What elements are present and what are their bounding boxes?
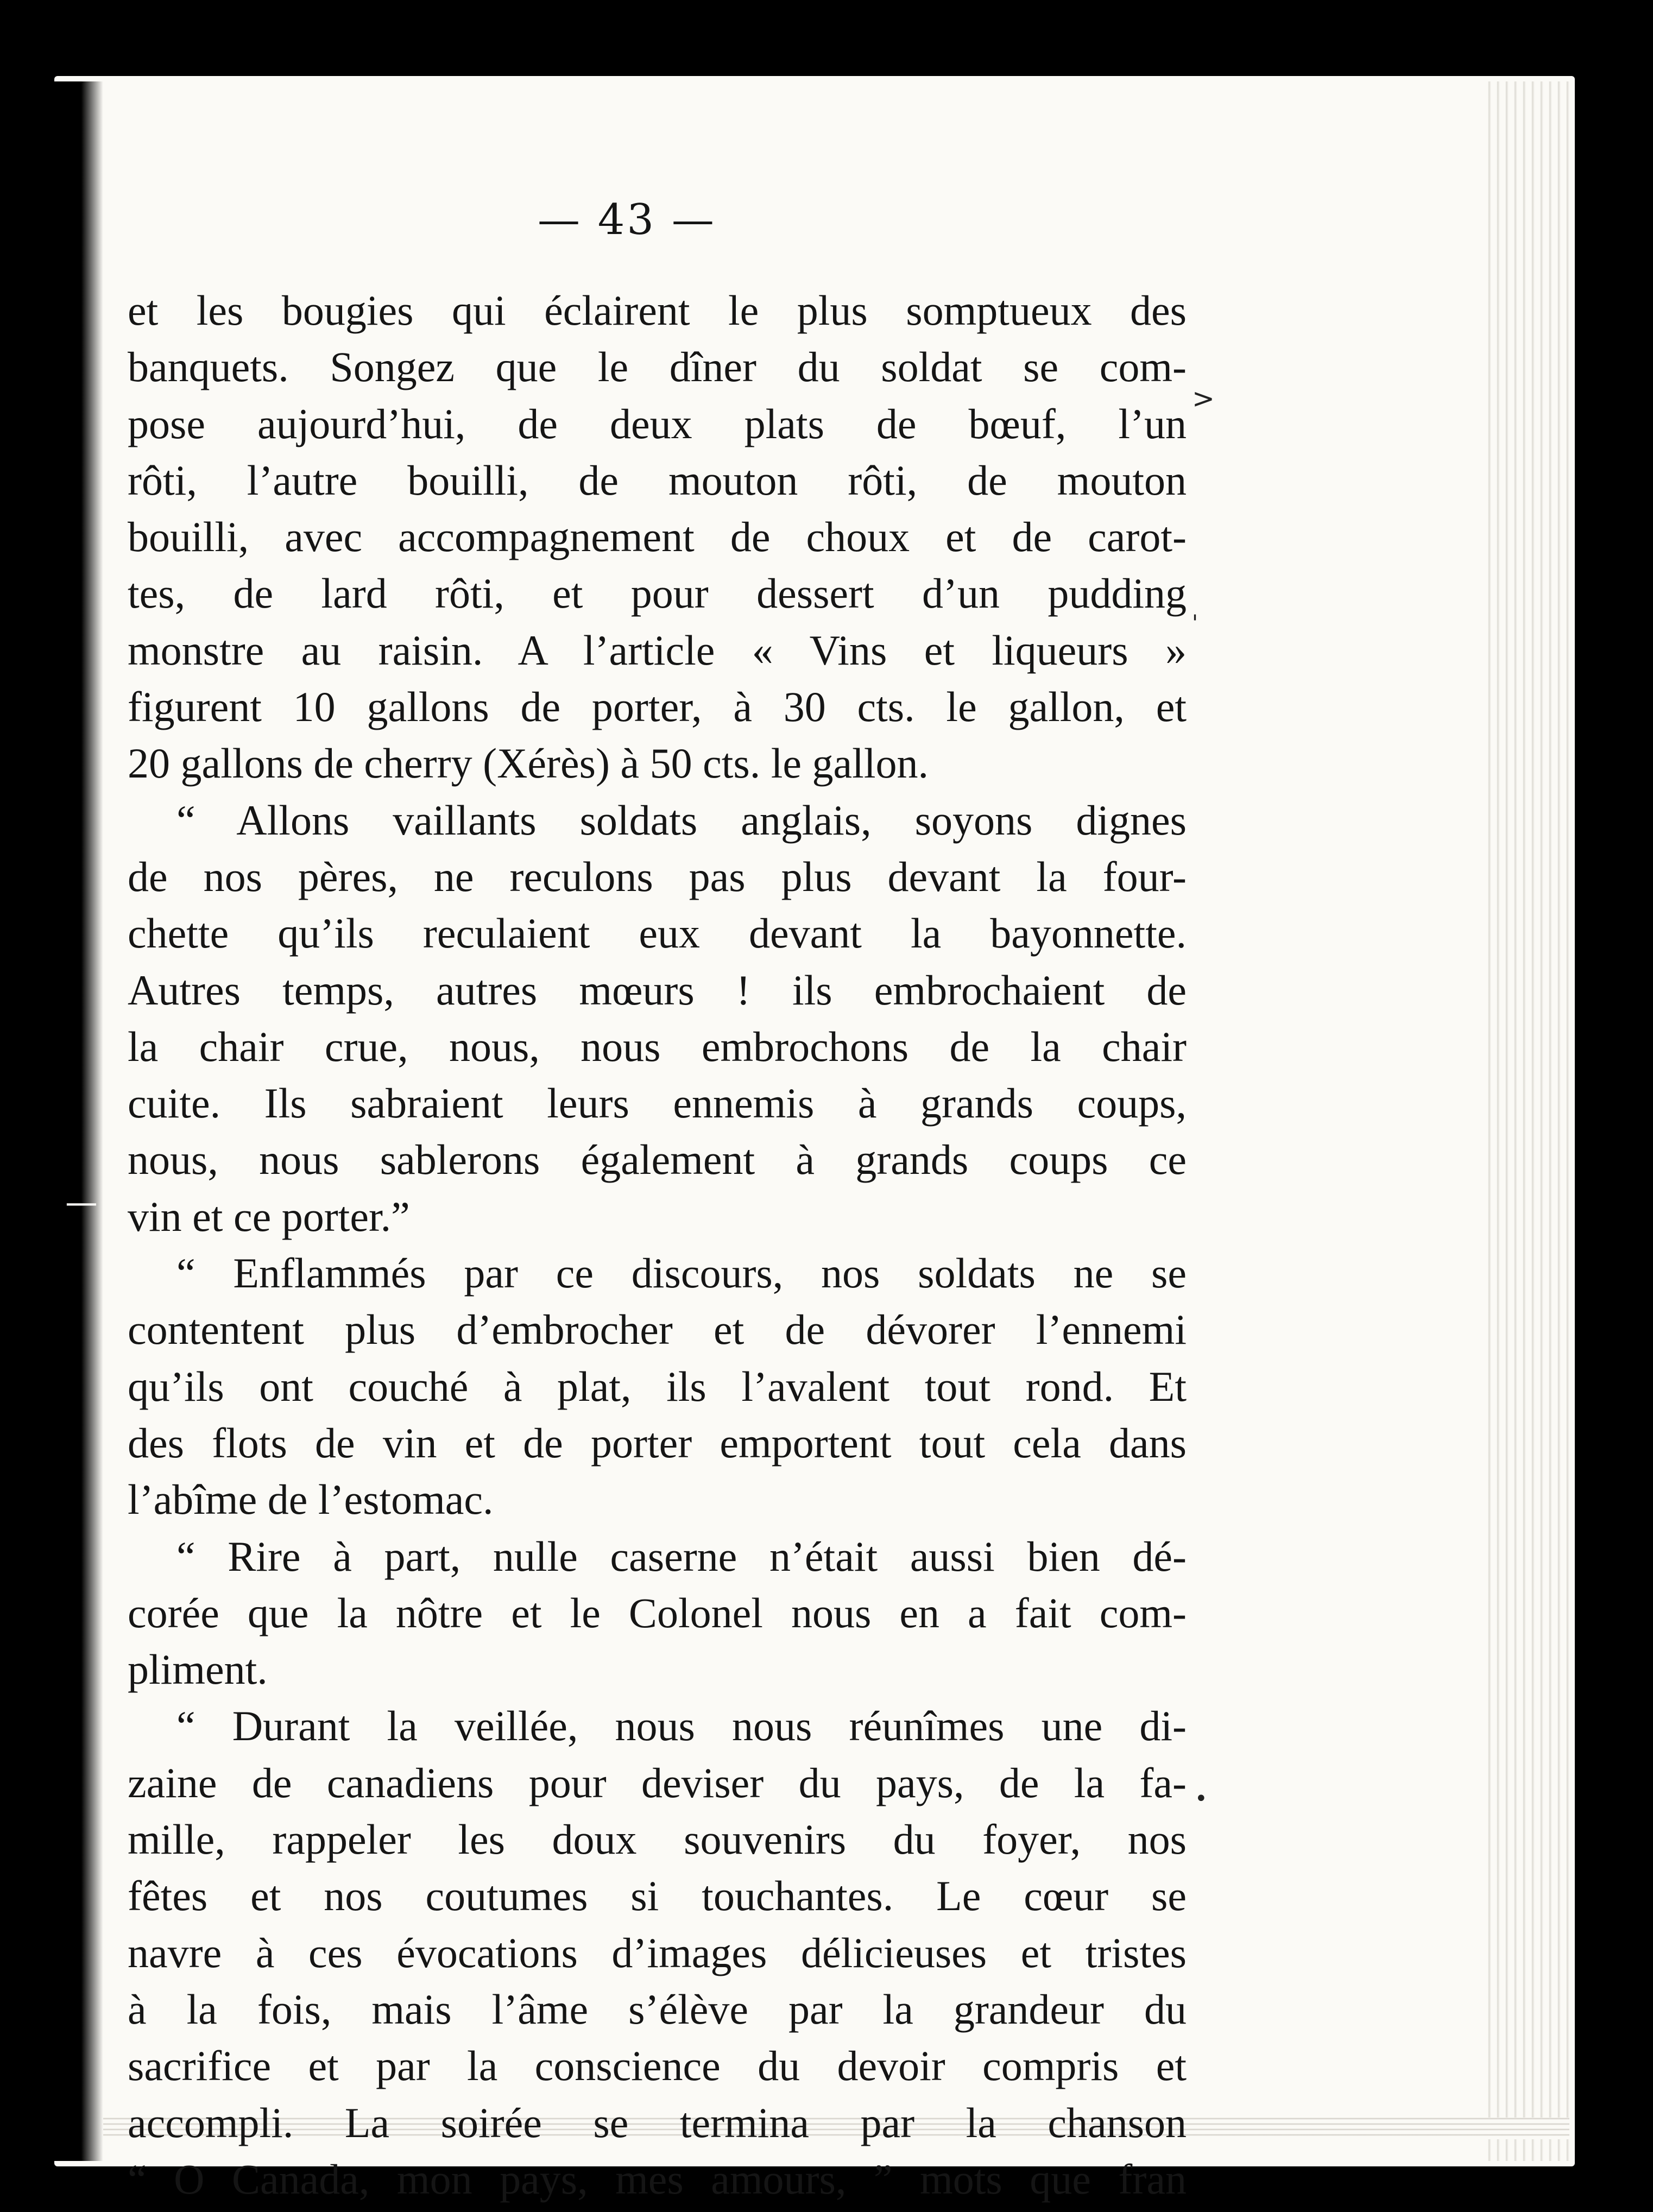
- text-line: Autres temps, autres mœurs ! ils embrochaient de: [128, 966, 1187, 1014]
- text-line: “ Enflammés par ce discours, nos soldats ne se: [176, 1249, 1187, 1297]
- text-line: à la fois, mais l’âme s’élève par la grandeur du: [128, 1985, 1187, 2033]
- text-line: tes, de lard rôti, et pour dessert d’un pudding: [128, 570, 1187, 617]
- margin-mark: >: [1192, 383, 1215, 414]
- text-line: 20 gallons de cherry (Xérès) à 50 cts. le gallon.: [128, 740, 929, 787]
- text-line: banquets. Songez que le dîner du soldat se com-: [128, 343, 1187, 391]
- text-line: des flots de vin et de porter emportent tout cela dans: [128, 1419, 1187, 1467]
- page-edge-right: [1482, 81, 1575, 2161]
- margin-mark: —: [65, 1184, 98, 1222]
- text-line: contentent plus d’embrocher et de dévorer l’ennemi: [128, 1306, 1187, 1354]
- text-line: qu’ils ont couché à plat, ils l’avalent tout rond. Et: [128, 1362, 1187, 1410]
- body-text: [128, 282, 1187, 2208]
- text-line: monstre au raisin. A l’article « Vins et liqueurs »: [128, 626, 1187, 674]
- text-line: bouilli, avec accompagnement de choux et de carot-: [128, 513, 1187, 561]
- text-line: nous, nous sablerons également à grands coups ce: [128, 1136, 1187, 1184]
- text-line: figurent 10 gallons de porter, à 30 cts. le gallon, et: [128, 683, 1187, 731]
- binding-shadow: [54, 81, 103, 2161]
- text-line: l’abîme de l’estomac.: [128, 1476, 494, 1524]
- text-line: accompli. La soirée se termina par la chanson: [128, 2099, 1187, 2146]
- text-line: “ O Canada, mon pays, mes amours, ” mots que fran: [128, 2155, 1187, 2203]
- text-line: cuite. Ils sabraient leurs ennemis à grands coups,: [128, 1079, 1187, 1127]
- margin-mark: •: [1195, 1786, 1208, 1811]
- text-line: de nos pères, ne reculons pas plus devant la four-: [128, 852, 1187, 900]
- text-line: et les bougies qui éclairent le plus somptueux des: [128, 287, 1187, 334]
- margin-mark: ': [1192, 611, 1198, 636]
- text-line: zaine de canadiens pour deviser du pays, de la fa-: [128, 1759, 1187, 1806]
- text-line: sacrifice et par la conscience du devoir compris et: [128, 2042, 1187, 2090]
- text-line: rôti, l’autre bouilli, de mouton rôti, de mouton: [128, 456, 1187, 504]
- text-line: fêtes et nos coutumes si touchantes. Le cœur se: [128, 1872, 1187, 1920]
- text-line: chette qu’ils reculaient eux devant la bayonnette.: [128, 909, 1187, 957]
- text-line: navre à ces évocations d’images délicieuses et tristes: [128, 1929, 1187, 1976]
- text-line: pose aujourd’hui, de deux plats de bœuf, l’un: [128, 400, 1187, 447]
- text-line: vin et ce porter.”: [128, 1192, 410, 1240]
- text-line: mille, rappeler les doux souvenirs du foyer, nos: [128, 1816, 1187, 1863]
- page-number: — 43 —: [538, 195, 716, 244]
- text-line: “ Allons vaillants soldats anglais, soyons dignes: [176, 796, 1187, 844]
- text-line: “ Rire à part, nulle caserne n’était aussi bien dé-: [176, 1532, 1187, 1580]
- text-line: la chair crue, nous, nous embrochons de la chair: [128, 1022, 1187, 1070]
- text-line: pliment.: [128, 1646, 268, 1693]
- text-line: corée que la nôtre et le Colonel nous en a fait com-: [128, 1589, 1187, 1636]
- text-line: “ Durant la veillée, nous nous réunîmes une di-: [176, 1702, 1187, 1750]
